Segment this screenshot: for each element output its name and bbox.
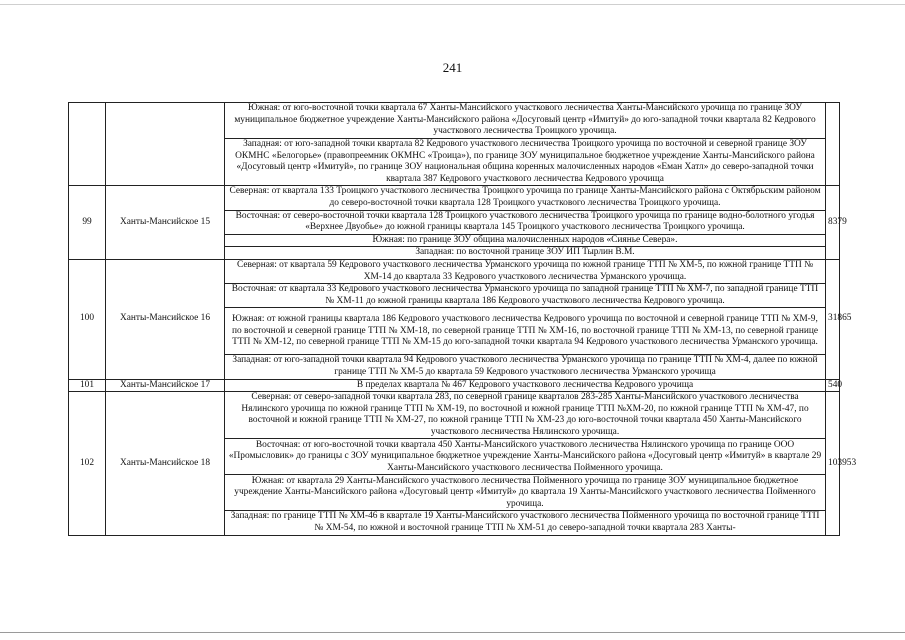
boundary-description: В пределах квартала № 467 Кедрового участкового лесничества Кедрового урочища xyxy=(225,379,826,392)
boundary-description: Восточная: от юго-восточной точки квартала 450 Ханты-Мансийского участкового лесничества Нялинского урочища по границе ООО «Промысловик» до границы с ЗОУ муниципальное бюджетное учреждение Ханты-Мансийского района «Досуговый центр «Имитуй» в квартале 29 Ханты-Мансийского участкового лесничества Пойменного урочища. xyxy=(225,439,826,475)
table-row xyxy=(69,186,840,210)
boundary-description: Северная: от квартала 59 Кедрового участкового лесничества Урманского урочища по южной границе ТТП № ХМ-5, по южной границе ТТП № ХМ-14 до квартала 33 Кедрового участкового лесничества Урманского урочища. xyxy=(225,259,826,283)
row-name-cell: Ханты-Мансийское 16 xyxy=(106,259,225,379)
boundary-description: Западная: по восточной границе ЗОУ ИП Тырлин В.М. xyxy=(225,247,826,260)
boundary-description: Западная: от юго-западной точки квартала 94 Кедрового участкового лесничества Урманского урочища по границе ТТП № ХМ-4, далее по южной границе ТТП № ХМ-5 до квартала 59 Кедрового участкового лесничества Урманского урочища xyxy=(225,355,826,379)
scan-edge-top xyxy=(0,4,905,5)
row-number-cell: 100 xyxy=(69,259,106,379)
table-row xyxy=(69,103,840,139)
boundary-description: Западная: от юго-западной точки квартала 82 Кедрового участкового лесничества Троицкого урочища по восточной и северной границе ЗОУ ОКМНС «Белогорье» (правопреемник ОКМНС «Троица»), по границе ЗОУ муниципальное бюджетное учреждение Ханты-Мансийского района «Досуговый центр «Имитуй», по границе ЗОУ национальная община коренных малочисленных народов «Еман Хатл» до северо-западной точки квартала 387 Кедрового участкового лесничества Кедрового урочища xyxy=(225,139,826,186)
table-row xyxy=(69,259,840,283)
row-area-cell: 8379 xyxy=(826,186,840,260)
boundary-description: Южная: от квартала 29 Ханты-Мансийского участкового лесничества Пойменного урочища по границе ЗОУ муниципальное бюджетное учреждение Ханты-Мансийского района «Досуговый центр «Имитуй» до квартала 19 Ханты-Мансийского участкового лесничества Пойменного урочища. xyxy=(225,475,826,511)
boundary-description: Южная: от южной границы квартала 186 Кедрового участкового лесничества Кедрового урочища по восточной и северной границе ТТП № ХМ-9, по восточной и северной границе ТТП № ХМ-18, по северной границе ТТП № ХМ-16, по восточной границе ТТП № ХМ-13, по северной границе ТТП № ХМ-12, по северной границе ТТП № ХМ-15 до юго-западной точки квартала 94 Кедрового участкового лесничества Урманского урочища. xyxy=(225,308,826,355)
boundaries-table xyxy=(68,102,857,536)
table-row xyxy=(69,379,840,392)
boundary-description: Западная: по границе ТТП № ХМ-46 в квартале 19 Ханты-Мансийского участкового лесничества Пойменного урочища по восточной границе ТТП № ХМ-54, по южной и восточной границе ТТП № ХМ-51 до северо-западной точки квартала 283 Ханты- xyxy=(225,511,826,535)
row-name-cell xyxy=(106,103,225,186)
boundary-description: Южная: по границе ЗОУ община малочисленных народов «Сиянье Севера». xyxy=(225,234,826,247)
row-area-cell: 31865 xyxy=(826,259,840,379)
page-number: 241 xyxy=(442,60,463,75)
row-name-cell: Ханты-Мансийское 15 xyxy=(106,186,225,260)
row-number-cell xyxy=(69,103,106,186)
row-area-cell xyxy=(826,103,840,186)
scan-edge-bottom xyxy=(0,632,905,633)
row-name-cell: Ханты-Мансийское 17 xyxy=(106,379,225,392)
row-area-cell: 540 xyxy=(826,379,840,392)
row-number-cell: 99 xyxy=(69,186,106,260)
boundary-description: Северная: от квартала 133 Троицкого участкового лесничества Троицкого урочища по границе Ханты-Мансийского района с Октябрьским районом до северо-восточной точки квартала 128 Троицкого участкового лесничества Троицкого урочища. xyxy=(225,186,826,210)
boundary-description: Южная: от юго-восточной точки квартала 67 Ханты-Мансийского участкового лесничества Ханты-Мансийского урочища по границе ЗОУ муниципальное бюджетное учреждение Ханты-Мансийского района «Досуговый центр «Имитуй» до юго-западной точки квартала 82 Кедрового участкового лесничества Троицкого урочища. xyxy=(225,103,826,139)
row-number-cell: 101 xyxy=(69,379,106,392)
row-area-cell: 103953 xyxy=(826,392,840,536)
boundary-description: Северная: от северо-западной точки квартала 283, по северной границе кварталов 283-285 Ханты-Мансийского участкового лесничества Нялинского урочища по южной границе ТТП № ХМ-19, по восточной и южной границе ТТП №ХМ-20, по южной границе ТТП № ХМ-47, по восточной и южной границе ТТП № ХМ-27, по южной границе ТТП № ХМ-23 до юго-восточной точки квартала 450 Ханты-Мансийского участкового лесничества Нялинского урочища. xyxy=(225,392,826,439)
row-name-cell: Ханты-Мансийское 18 xyxy=(106,392,225,536)
boundary-description: Восточная: от северо-восточной точки квартала 128 Троицкого участкового лесничества Троицкого урочища по границе водно-болотного угодья «Верхнее Двуобье» до южной границы квартала 145 Троицкого участкового лесничества Троицкого урочища. xyxy=(225,210,826,234)
boundary-description: Восточная: от квартала 33 Кедрового участкового лесничества Урманского урочища по западной границе ТТП № ХМ-7, по западной границе ТТП № ХМ-11 до южной границы квартала 186 Кедрового участкового лесничества Кедрового урочища. xyxy=(225,284,826,308)
row-number-cell: 102 xyxy=(69,392,106,536)
table-row xyxy=(69,392,840,439)
